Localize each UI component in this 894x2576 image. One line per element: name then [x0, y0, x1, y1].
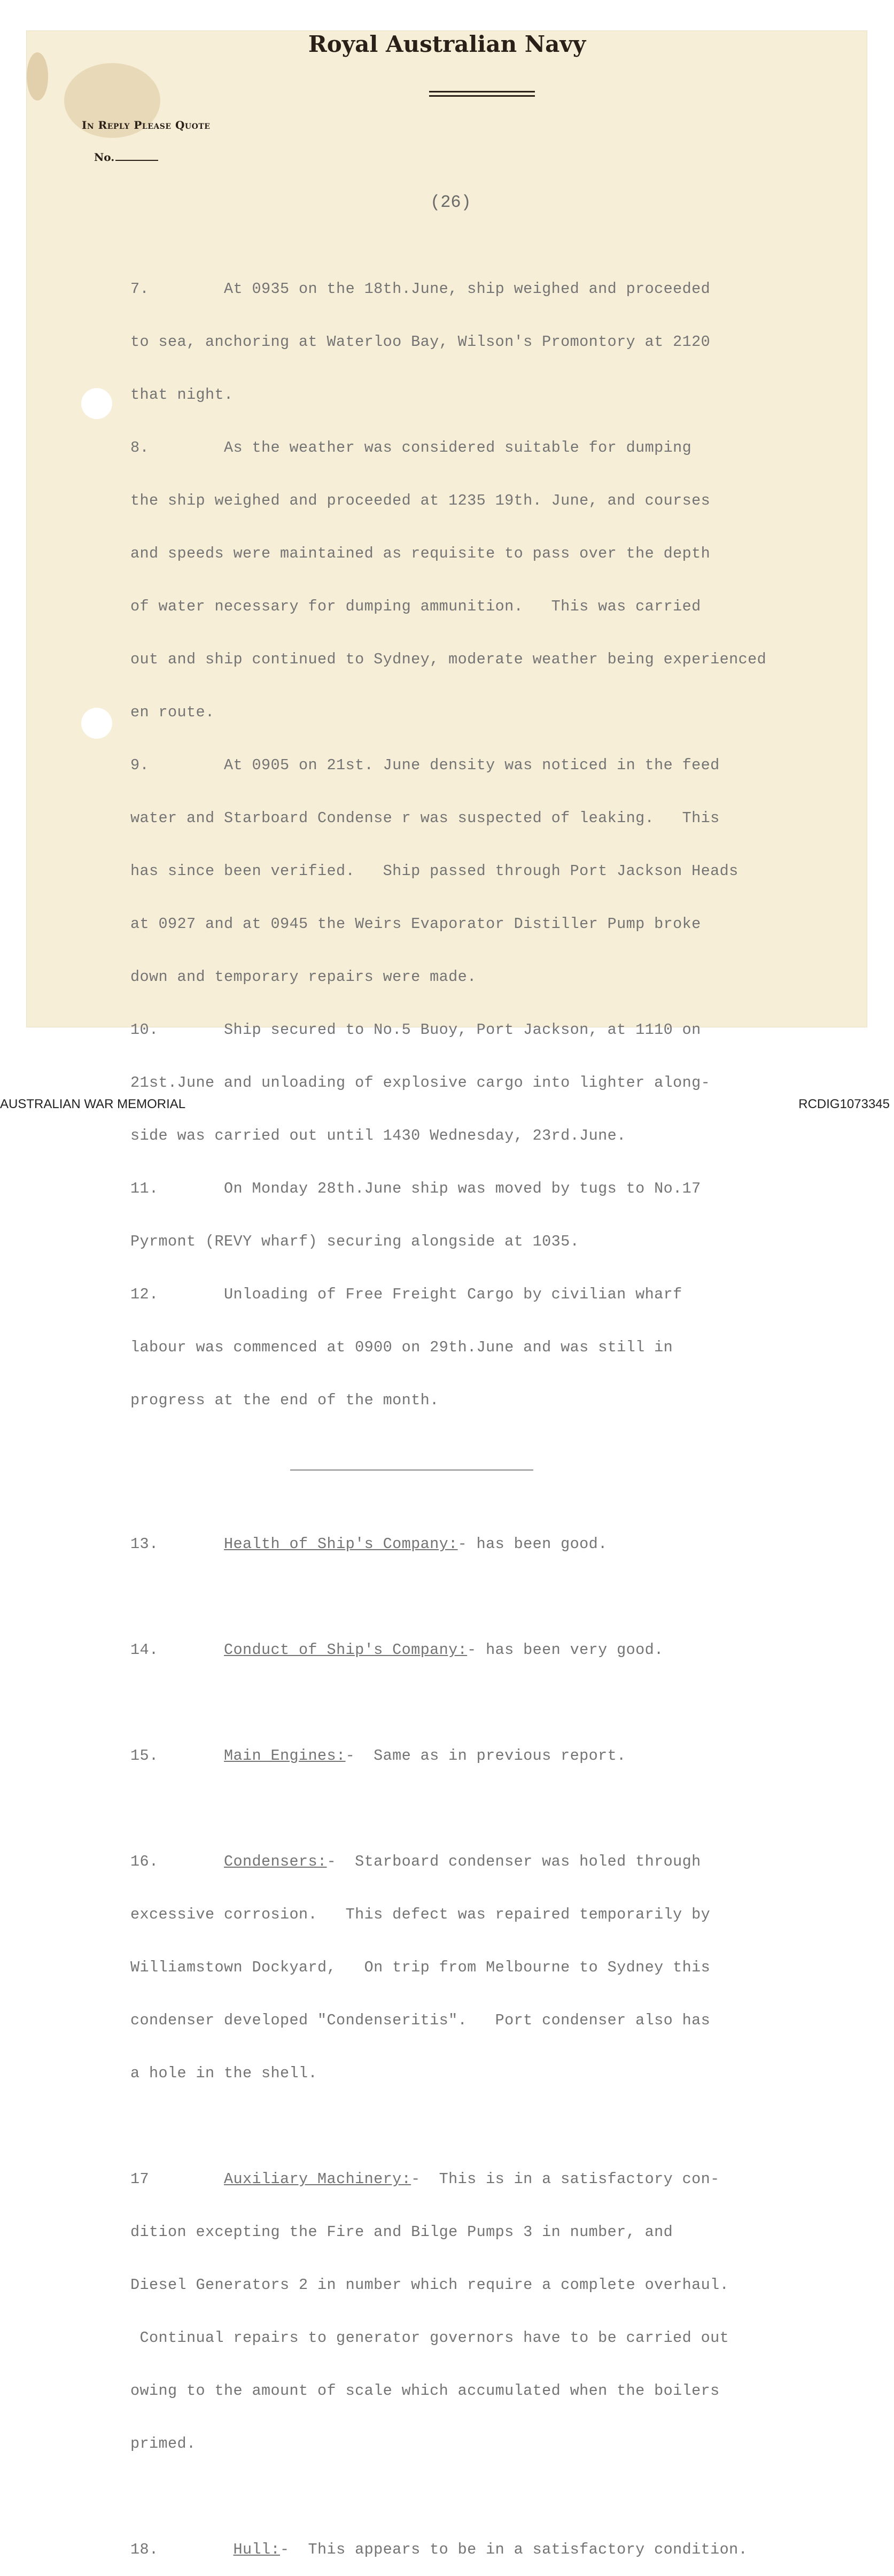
- text-line: at 0927 and at 0945 the Weirs Evaporator Distiller Pump broke: [130, 915, 701, 933]
- section-text: - has been very good.: [467, 1641, 664, 1659]
- text-line: excessive corrosion. This defect was repaired temporarily by: [130, 1906, 711, 1923]
- letterhead-rule: [429, 95, 535, 97]
- text-line: owing to the amount of scale which accumulated when the boilers: [130, 2382, 720, 2400]
- text-line: Pyrmont (REVY wharf) securing alongside at 1035.: [130, 1233, 580, 1250]
- punch-hole: [81, 388, 112, 419]
- text-line: Continual repairs to generator governors have to be carried out: [130, 2329, 729, 2347]
- section-text: - Starboard condenser was holed through: [326, 1853, 701, 1870]
- text-line: condenser developed "Condenseritis". Port condenser also has: [130, 2012, 711, 2029]
- punch-hole: [81, 708, 112, 739]
- section-heading: Hull:: [233, 2541, 281, 2558]
- reference-number-field: [94, 151, 158, 164]
- letterhead: Royal Australian Navy: [308, 31, 586, 57]
- text-line: of water necessary for dumping ammunition. This was carried: [130, 598, 701, 615]
- section-number: 16.: [130, 1853, 224, 1870]
- section-heading: Conduct of Ship's Company:: [224, 1641, 468, 1659]
- footer-credit: AUSTRALIAN WAR MEMORIAL: [0, 1097, 186, 1111]
- section-15: [130, 1747, 873, 1765]
- text-line: a hole in the shell.: [130, 2064, 318, 2082]
- section-number: 15.: [130, 1747, 224, 1765]
- text-line: 8. As the weather was considered suitable for dumping: [130, 439, 692, 457]
- text-line: has since been verified. Ship passed through Port Jackson Heads: [130, 862, 738, 880]
- text-line: en route.: [130, 703, 215, 721]
- reference-number-blank: [115, 160, 158, 161]
- section-number: 13.: [130, 1535, 224, 1553]
- text-line: to sea, anchoring at Waterloo Bay, Wilson's Promontory at 2120: [130, 333, 711, 351]
- paper-stain: [27, 52, 48, 100]
- text-line: the ship weighed and proceeded at 1235 19th. June, and courses: [130, 492, 711, 509]
- letterhead-rule: [429, 91, 535, 92]
- section-17: [130, 2170, 873, 2188]
- text-line: progress at the end of the month.: [130, 1391, 439, 1409]
- text-line: Williamstown Dockyard, On trip from Melbourne to Sydney this: [130, 1959, 711, 1976]
- section-heading: Health of Ship's Company:: [224, 1535, 458, 1553]
- text-line: dition excepting the Fire and Bilge Pumps 3 in number, and: [130, 2223, 673, 2241]
- text-line: Diesel Generators 2 in number which require a complete overhaul.: [130, 2276, 729, 2294]
- text-line: 12. Unloading of Free Freight Cargo by civilian wharf: [130, 1286, 682, 1303]
- section-heading: Auxiliary Machinery:: [224, 2170, 411, 2188]
- reference-number-label: No.: [94, 151, 115, 164]
- text-line: 10. Ship secured to No.5 Buoy, Port Jackson, at 1110 on: [130, 1021, 701, 1039]
- page-number: (26): [430, 192, 471, 212]
- section-text: - This appears to be in a satisfactory condition.: [280, 2541, 748, 2558]
- section-14: [130, 1641, 873, 1659]
- section-divider: [290, 1469, 533, 1471]
- text-line: out and ship continued to Sydney, moderate weather being experienced: [130, 651, 767, 668]
- reply-label: In Reply Please Quote: [82, 119, 211, 131]
- section-heading: Condensers:: [224, 1853, 327, 1870]
- footer-id: RCDIG1073345: [798, 1097, 890, 1111]
- text-line: side was carried out until 1430 Wednesday, 23rd.June.: [130, 1127, 626, 1144]
- text-line: primed.: [130, 2435, 196, 2453]
- section-text: - This is in a satisfactory con-: [411, 2170, 720, 2188]
- section-text: - Same as in previous report.: [345, 1747, 626, 1765]
- section-18: [130, 2541, 873, 2558]
- text-line: labour was commenced at 0900 on 29th.June and was still in: [130, 1339, 673, 1356]
- section-13: [130, 1535, 873, 1553]
- text-line: that night.: [130, 386, 234, 404]
- section-number: 18.: [130, 2541, 234, 2558]
- section-number: 14.: [130, 1641, 224, 1659]
- text-line: and speeds were maintained as requisite to pass over the depth: [130, 545, 711, 562]
- text-line: down and temporary repairs were made.: [130, 968, 477, 986]
- text-line: water and Starboard Condense r was suspected of leaking. This: [130, 809, 720, 827]
- section-text: - has been good.: [457, 1535, 608, 1553]
- text-line: 21st.June and unloading of explosive cargo into lighter along-: [130, 1074, 711, 1092]
- text-line: 7. At 0935 on the 18th.June, ship weighed and proceeded: [130, 280, 711, 298]
- section-16: [130, 1853, 873, 1870]
- document-body: [130, 245, 873, 2576]
- section-number: 17: [130, 2170, 224, 2188]
- text-line: 11. On Monday 28th.June ship was moved by tugs to No.17: [130, 1180, 701, 1197]
- section-heading: Main Engines:: [224, 1747, 346, 1765]
- text-line: 9. At 0905 on 21st. June density was noticed in the feed: [130, 756, 720, 774]
